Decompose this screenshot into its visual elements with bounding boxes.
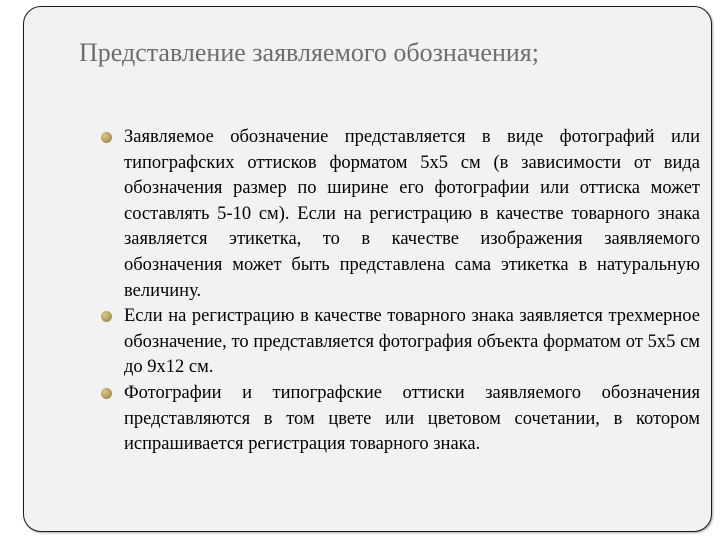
bullet-item [99,381,700,458]
bullet-text: Фотографии и типографские оттиски заявляемого обозначения представляются в том цвете или цветовом сочетании, в котором испрашивается регистрация товарного знака. [124,382,700,455]
round-bullet-icon [101,388,112,399]
bullet-item [99,304,700,381]
slide-title: Представление заявляемого обозначения; [79,38,539,67]
bullet-text: Заявляемое обозначение представляется в виде фотографий или типографских оттисков форматом 5х5 см (в зависимости от вида обозначения размер по ширине его фотографии или оттиска может составлять 5-10 см). Если на регистрацию в качестве товарного знака заявляется этикетка, то в качестве изображения заявляемого обозначения может быть представлена сама этикетка в натуральную величину. [124,127,700,301]
bullet-list [99,125,700,458]
bullet-item [99,125,700,304]
slide-frame [23,6,712,532]
round-bullet-icon [101,132,112,143]
round-bullet-icon [101,311,112,322]
bullet-text: Если на регистрацию в качестве товарного знака заявляется трехмерное обозначение, то представляется фотография объекта форматом от 5х5 см до 9х12 см. [124,306,700,378]
